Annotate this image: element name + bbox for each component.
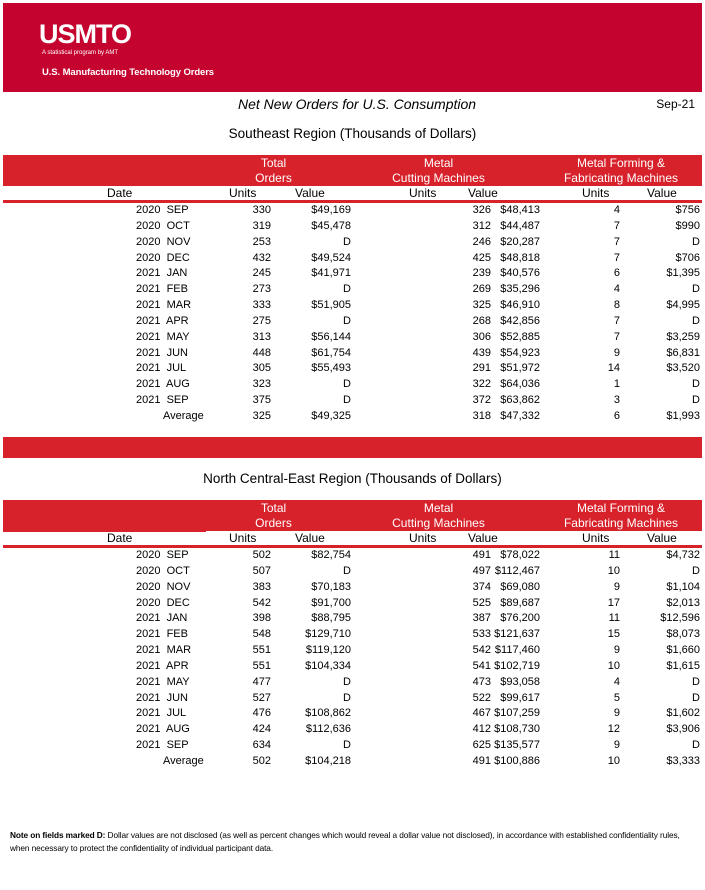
date-cell: 2020 NOV bbox=[136, 580, 191, 593]
total-value-cell: $51,905 bbox=[311, 299, 351, 312]
col-total-value: Value bbox=[295, 186, 325, 200]
table-body bbox=[3, 203, 702, 425]
date-cell: 2021 MAY bbox=[136, 675, 190, 688]
total-units-cell: 476 bbox=[252, 707, 271, 720]
total-value-cell: $55,493 bbox=[311, 362, 351, 375]
date-cell: 2020 DEC bbox=[136, 596, 190, 609]
col-cut-units: Units bbox=[409, 186, 437, 200]
total-units-cell: 477 bbox=[252, 675, 271, 688]
total-units-cell: 551 bbox=[252, 659, 271, 672]
forming-value-cell: $1,395 bbox=[666, 267, 700, 280]
cutting-value-cell: $93,058 bbox=[500, 675, 540, 688]
total-value-cell: $49,169 bbox=[311, 204, 351, 216]
table-row bbox=[3, 706, 702, 722]
forming-units-cell: 3 bbox=[613, 394, 620, 407]
forming-value-cell: $756 bbox=[675, 204, 700, 216]
total-value-cell: D bbox=[343, 691, 351, 704]
cutting-units-cell: 533 bbox=[472, 628, 491, 641]
forming-units-cell: 4 bbox=[613, 283, 620, 296]
total-value-cell: $49,524 bbox=[311, 251, 351, 264]
cutting-units-cell: 425 bbox=[472, 251, 491, 264]
col-total-units: Units bbox=[229, 186, 257, 200]
forming-value-cell: D bbox=[692, 378, 700, 391]
cutting-units-cell: 372 bbox=[472, 394, 491, 407]
cutting-value-cell: $48,818 bbox=[500, 251, 540, 264]
average-label: Average bbox=[163, 754, 204, 767]
table-row bbox=[3, 627, 702, 643]
date-cell: 2020 DEC bbox=[136, 251, 190, 264]
total-value-cell: $104,334 bbox=[305, 659, 351, 672]
forming-units-cell: 7 bbox=[613, 235, 620, 248]
forming-units-cell: 8 bbox=[613, 299, 620, 312]
group-label-line: Orders bbox=[255, 171, 292, 185]
forming-units-cell: 4 bbox=[613, 204, 620, 216]
forming-value-cell: $6,831 bbox=[666, 346, 700, 359]
average-row bbox=[3, 754, 702, 770]
forming-value-cell: $1,615 bbox=[666, 659, 700, 672]
date-cell: 2021 AUG bbox=[136, 378, 190, 391]
col-cut-value: Value bbox=[468, 531, 498, 545]
cutting-units-cell: 439 bbox=[472, 346, 491, 359]
col-total-units: Units bbox=[229, 531, 257, 545]
date-cell: 2021 MAR bbox=[136, 644, 192, 657]
cutting-value-cell: $107,259 bbox=[494, 707, 540, 720]
group-metal-cutting bbox=[381, 501, 496, 531]
col-cut-value: Value bbox=[468, 186, 498, 200]
table-row bbox=[3, 235, 702, 251]
cutting-value-cell: $78,022 bbox=[500, 549, 540, 561]
total-units-cell: 634 bbox=[252, 739, 271, 752]
table-row bbox=[3, 722, 702, 738]
cutting-value-cell: $100,886 bbox=[494, 754, 540, 767]
total-value-cell: D bbox=[343, 394, 351, 407]
total-units-cell: 275 bbox=[252, 314, 271, 327]
table-header-groups bbox=[3, 155, 702, 186]
table-row bbox=[3, 298, 702, 314]
total-units-cell: 383 bbox=[252, 580, 271, 593]
table-row bbox=[3, 377, 702, 393]
total-value-cell: $61,754 bbox=[311, 346, 351, 359]
cutting-units-cell: 269 bbox=[472, 283, 491, 296]
forming-units-cell: 17 bbox=[607, 596, 620, 609]
total-units-cell: 333 bbox=[252, 299, 271, 312]
cutting-units-cell: 491 bbox=[472, 549, 491, 561]
date-cell: 2021 APR bbox=[136, 314, 189, 327]
total-value-cell: D bbox=[343, 283, 351, 296]
cutting-value-cell: $121,637 bbox=[494, 628, 540, 641]
forming-value-cell: D bbox=[692, 564, 700, 577]
forming-units-cell: 4 bbox=[613, 675, 620, 688]
group-label-line: Metal Forming & bbox=[576, 156, 666, 170]
date-cell: 2021 FEB bbox=[136, 628, 188, 641]
forming-value-cell: $12,596 bbox=[660, 612, 700, 625]
cutting-units-cell: 412 bbox=[472, 723, 491, 736]
table-row bbox=[3, 361, 702, 377]
date-cell: 2021 JAN bbox=[136, 267, 188, 280]
cutting-units-cell: 473 bbox=[472, 675, 491, 688]
footnote-text: Dollar values are not disclosed (as well as percent changes which would reveal a dollar value not disclosed), in accordance with established confidentiality rules, when necessary to protect the confidentiality of individual participant data. bbox=[10, 830, 680, 853]
total-units-cell: 507 bbox=[252, 564, 271, 577]
table-subheader bbox=[3, 531, 702, 545]
col-cut-units: Units bbox=[409, 531, 437, 545]
col-form-units: Units bbox=[582, 531, 610, 545]
date-cell: 2020 OCT bbox=[136, 564, 190, 577]
forming-value-cell: $4,995 bbox=[666, 299, 700, 312]
table-row bbox=[3, 203, 702, 219]
header-banner bbox=[3, 3, 702, 92]
usmto-logo: USMTO bbox=[39, 19, 132, 49]
total-units-cell: 330 bbox=[252, 204, 271, 216]
cutting-value-cell: $35,296 bbox=[500, 283, 540, 296]
table-row bbox=[3, 266, 702, 282]
forming-units-cell: 12 bbox=[607, 723, 620, 736]
footnote bbox=[10, 829, 690, 855]
cutting-units-cell: 318 bbox=[472, 409, 491, 422]
cutting-value-cell: $47,332 bbox=[500, 409, 540, 422]
total-value-cell: $41,971 bbox=[311, 267, 351, 280]
total-value-cell: $91,700 bbox=[311, 596, 351, 609]
total-value-cell: $108,862 bbox=[305, 707, 351, 720]
forming-units-cell: 14 bbox=[607, 362, 620, 375]
date-cell: 2021 JUL bbox=[136, 707, 187, 720]
forming-units-cell: 9 bbox=[613, 644, 620, 657]
forming-units-cell: 11 bbox=[608, 612, 620, 625]
total-units-cell: 502 bbox=[252, 549, 271, 561]
table-body bbox=[3, 548, 702, 770]
total-value-cell: D bbox=[343, 235, 351, 248]
total-units-cell: 542 bbox=[252, 596, 271, 609]
cutting-value-cell: $46,910 bbox=[500, 299, 540, 312]
cutting-units-cell: 326 bbox=[472, 204, 491, 216]
cutting-value-cell: $54,923 bbox=[500, 346, 540, 359]
total-value-cell: D bbox=[343, 378, 351, 391]
cutting-value-cell: $117,460 bbox=[494, 644, 540, 657]
cutting-value-cell: $51,972 bbox=[500, 362, 540, 375]
group-metal-forming bbox=[540, 501, 702, 531]
table-row bbox=[3, 691, 702, 707]
region-title-southeast: Southeast Region (Thousands of Dollars) bbox=[228, 126, 477, 141]
table-row bbox=[3, 251, 702, 267]
group-total-orders bbox=[206, 501, 341, 531]
region-title-north-central-east: North Central-East Region (Thousands of Dollars) bbox=[203, 471, 502, 486]
date-cell: 2021 JAN bbox=[136, 612, 188, 625]
footnote-label: Note on fields marked D: bbox=[10, 830, 106, 840]
average-row bbox=[3, 409, 702, 425]
cutting-value-cell: $48,413 bbox=[500, 204, 540, 216]
cutting-units-cell: 387 bbox=[472, 612, 491, 625]
date-cell: 2021 MAR bbox=[136, 299, 192, 312]
total-units-cell: 424 bbox=[252, 723, 271, 736]
forming-value-cell: $2,013 bbox=[666, 596, 700, 609]
forming-units-cell: 5 bbox=[613, 691, 620, 704]
cutting-units-cell: 541 bbox=[472, 659, 491, 672]
total-value-cell: $82,754 bbox=[311, 549, 351, 561]
forming-value-cell: D bbox=[692, 314, 700, 327]
col-total-value: Value bbox=[295, 531, 325, 545]
forming-units-cell: 6 bbox=[613, 267, 620, 280]
cutting-units-cell: 467 bbox=[472, 707, 491, 720]
forming-value-cell: $8,073 bbox=[666, 628, 700, 641]
total-value-cell: $112,636 bbox=[305, 723, 351, 736]
date-cell: 2021 JUN bbox=[136, 346, 188, 359]
date-cell: 2021 MAY bbox=[136, 330, 190, 343]
col-form-units: Units bbox=[582, 186, 610, 200]
cutting-units-cell: 325 bbox=[472, 299, 491, 312]
total-units-cell: 323 bbox=[252, 378, 271, 391]
date-cell: 2020 SEP bbox=[136, 549, 189, 561]
table-row bbox=[3, 738, 702, 754]
total-units-cell: 325 bbox=[252, 409, 271, 422]
forming-value-cell: D bbox=[692, 739, 700, 752]
total-value-cell: D bbox=[343, 564, 351, 577]
group-label-line: Metal bbox=[423, 501, 454, 515]
forming-value-cell: D bbox=[692, 235, 700, 248]
forming-units-cell: 15 bbox=[607, 628, 620, 641]
total-units-cell: 398 bbox=[252, 612, 271, 625]
table-row bbox=[3, 659, 702, 675]
forming-value-cell: $4,732 bbox=[666, 549, 700, 561]
total-value-cell: D bbox=[343, 739, 351, 752]
table-row bbox=[3, 330, 702, 346]
total-value-cell: $45,478 bbox=[311, 219, 351, 232]
date-cell: 2021 SEP bbox=[136, 394, 189, 407]
date-cell: 2020 SEP bbox=[136, 204, 189, 216]
total-units-cell: 448 bbox=[252, 346, 271, 359]
forming-value-cell: $1,104 bbox=[666, 580, 700, 593]
cutting-units-cell: 322 bbox=[472, 378, 491, 391]
table-row bbox=[3, 548, 702, 564]
north-central-east-table bbox=[3, 500, 702, 770]
cutting-value-cell: $108,730 bbox=[494, 723, 540, 736]
cutting-value-cell: $99,617 bbox=[500, 691, 540, 704]
group-label-line: Metal Forming & bbox=[576, 501, 666, 515]
cutting-value-cell: $135,577 bbox=[494, 739, 540, 752]
cutting-units-cell: 291 bbox=[472, 362, 491, 375]
forming-units-cell: 7 bbox=[613, 251, 620, 264]
forming-units-cell: 9 bbox=[613, 346, 620, 359]
forming-units-cell: 10 bbox=[607, 659, 620, 672]
average-label: Average bbox=[163, 409, 204, 422]
total-value-cell: $129,710 bbox=[305, 628, 351, 641]
cutting-units-cell: 542 bbox=[472, 644, 491, 657]
date-cell: 2021 JUN bbox=[136, 691, 188, 704]
report-period: Sep-21 bbox=[656, 97, 695, 111]
forming-units-cell: 9 bbox=[613, 707, 620, 720]
forming-units-cell: 7 bbox=[613, 330, 620, 343]
col-form-value: Value bbox=[647, 186, 677, 200]
total-units-cell: 245 bbox=[252, 267, 271, 280]
total-units-cell: 253 bbox=[252, 235, 271, 248]
group-label-line: Cutting Machines bbox=[392, 516, 485, 530]
group-label-line: Metal bbox=[423, 156, 454, 170]
forming-value-cell: D bbox=[692, 691, 700, 704]
logo-tagline: A statistical program by AMT bbox=[42, 50, 119, 56]
table-row bbox=[3, 643, 702, 659]
total-units-cell: 432 bbox=[252, 251, 271, 264]
table-header-groups bbox=[3, 500, 702, 531]
total-units-cell: 273 bbox=[252, 283, 271, 296]
group-metal-cutting bbox=[381, 156, 496, 186]
forming-value-cell: $1,660 bbox=[666, 644, 700, 657]
group-label-line: Total bbox=[260, 156, 287, 170]
table-row bbox=[3, 580, 702, 596]
forming-units-cell: 7 bbox=[613, 219, 620, 232]
table-row bbox=[3, 346, 702, 362]
forming-value-cell: $1,602 bbox=[666, 707, 700, 720]
table-subheader bbox=[3, 186, 702, 200]
report-title: Net New Orders for U.S. Consumption bbox=[238, 96, 477, 112]
cutting-value-cell: $40,576 bbox=[500, 267, 540, 280]
cutting-value-cell: $63,862 bbox=[500, 394, 540, 407]
date-cell: 2021 APR bbox=[136, 659, 189, 672]
forming-units-cell: 11 bbox=[608, 549, 620, 561]
forming-units-cell: 10 bbox=[607, 564, 620, 577]
southeast-table bbox=[3, 155, 702, 425]
cutting-value-cell: $76,200 bbox=[500, 612, 540, 625]
total-units-cell: 319 bbox=[252, 219, 271, 232]
table-row bbox=[3, 393, 702, 409]
table-row bbox=[3, 611, 702, 627]
date-cell: 2020 NOV bbox=[136, 235, 191, 248]
date-cell: 2021 AUG bbox=[136, 723, 190, 736]
table-row bbox=[3, 282, 702, 298]
total-units-cell: 548 bbox=[252, 628, 271, 641]
cutting-value-cell: $89,687 bbox=[500, 596, 540, 609]
forming-value-cell: $1,993 bbox=[666, 409, 700, 422]
total-value-cell: $70,183 bbox=[311, 580, 351, 593]
total-value-cell: $56,144 bbox=[311, 330, 351, 343]
total-value-cell: D bbox=[343, 314, 351, 327]
col-date: Date bbox=[107, 186, 133, 200]
forming-units-cell: 9 bbox=[613, 580, 620, 593]
forming-units-cell: 10 bbox=[607, 754, 620, 767]
forming-value-cell: D bbox=[692, 675, 700, 688]
cutting-units-cell: 522 bbox=[472, 691, 491, 704]
total-value-cell: D bbox=[343, 675, 351, 688]
cutting-value-cell: $52,885 bbox=[500, 330, 540, 343]
cutting-units-cell: 246 bbox=[472, 235, 491, 248]
forming-value-cell: $3,333 bbox=[666, 754, 700, 767]
forming-value-cell: D bbox=[692, 283, 700, 296]
date-cell: 2021 JUL bbox=[136, 362, 187, 375]
total-units-cell: 313 bbox=[252, 330, 271, 343]
cutting-units-cell: 374 bbox=[472, 580, 491, 593]
cutting-units-cell: 239 bbox=[472, 267, 491, 280]
cutting-units-cell: 312 bbox=[472, 219, 491, 232]
cutting-value-cell: $42,856 bbox=[500, 314, 540, 327]
group-label-line: Cutting Machines bbox=[392, 171, 485, 185]
date-cell: 2020 OCT bbox=[136, 219, 190, 232]
cutting-value-cell: $44,487 bbox=[500, 219, 540, 232]
cutting-value-cell: $20,287 bbox=[500, 235, 540, 248]
table-row bbox=[3, 314, 702, 330]
cutting-units-cell: 525 bbox=[472, 596, 491, 609]
cutting-value-cell: $102,719 bbox=[494, 659, 540, 672]
cutting-units-cell: 497 bbox=[472, 564, 491, 577]
table-row bbox=[3, 596, 702, 612]
group-label-line: Fabricating Machines bbox=[563, 516, 679, 530]
group-label-line: Total bbox=[260, 501, 287, 515]
forming-value-cell: D bbox=[692, 394, 700, 407]
forming-value-cell: $3,906 bbox=[666, 723, 700, 736]
forming-value-cell: $3,520 bbox=[666, 362, 700, 375]
group-label-line: Orders bbox=[255, 516, 292, 530]
cutting-value-cell: $64,036 bbox=[500, 378, 540, 391]
total-units-cell: 375 bbox=[252, 394, 271, 407]
forming-units-cell: 1 bbox=[613, 378, 620, 391]
section-divider-band bbox=[3, 437, 702, 458]
total-units-cell: 551 bbox=[252, 644, 271, 657]
forming-value-cell: $706 bbox=[675, 251, 700, 264]
group-total-orders bbox=[206, 156, 341, 186]
cutting-units-cell: 491 bbox=[472, 754, 491, 767]
cutting-units-cell: 625 bbox=[472, 739, 491, 752]
cutting-units-cell: 306 bbox=[472, 330, 491, 343]
total-value-cell: $119,120 bbox=[305, 644, 351, 657]
col-form-value: Value bbox=[647, 531, 677, 545]
forming-value-cell: $3,259 bbox=[666, 330, 700, 343]
banner-title: U.S. Manufacturing Technology Orders bbox=[42, 67, 214, 78]
forming-units-cell: 6 bbox=[613, 409, 620, 422]
date-cell: 2021 SEP bbox=[136, 739, 189, 752]
group-label-line: Fabricating Machines bbox=[563, 171, 679, 185]
cutting-units-cell: 268 bbox=[472, 314, 491, 327]
total-value-cell: $88,795 bbox=[311, 612, 351, 625]
group-metal-forming bbox=[540, 156, 702, 186]
forming-value-cell: $990 bbox=[675, 219, 700, 232]
forming-units-cell: 9 bbox=[613, 739, 620, 752]
cutting-value-cell: $69,080 bbox=[500, 580, 540, 593]
date-cell: 2021 FEB bbox=[136, 283, 188, 296]
total-value-cell: $104,218 bbox=[305, 754, 351, 767]
total-units-cell: 305 bbox=[252, 362, 271, 375]
forming-units-cell: 7 bbox=[613, 314, 620, 327]
total-units-cell: 502 bbox=[252, 754, 271, 767]
table-row bbox=[3, 675, 702, 691]
col-date: Date bbox=[107, 531, 133, 545]
table-row bbox=[3, 564, 702, 580]
total-units-cell: 527 bbox=[252, 691, 271, 704]
cutting-value-cell: $112,467 bbox=[494, 564, 540, 577]
total-value-cell: $49,325 bbox=[311, 409, 351, 422]
table-row bbox=[3, 219, 702, 235]
